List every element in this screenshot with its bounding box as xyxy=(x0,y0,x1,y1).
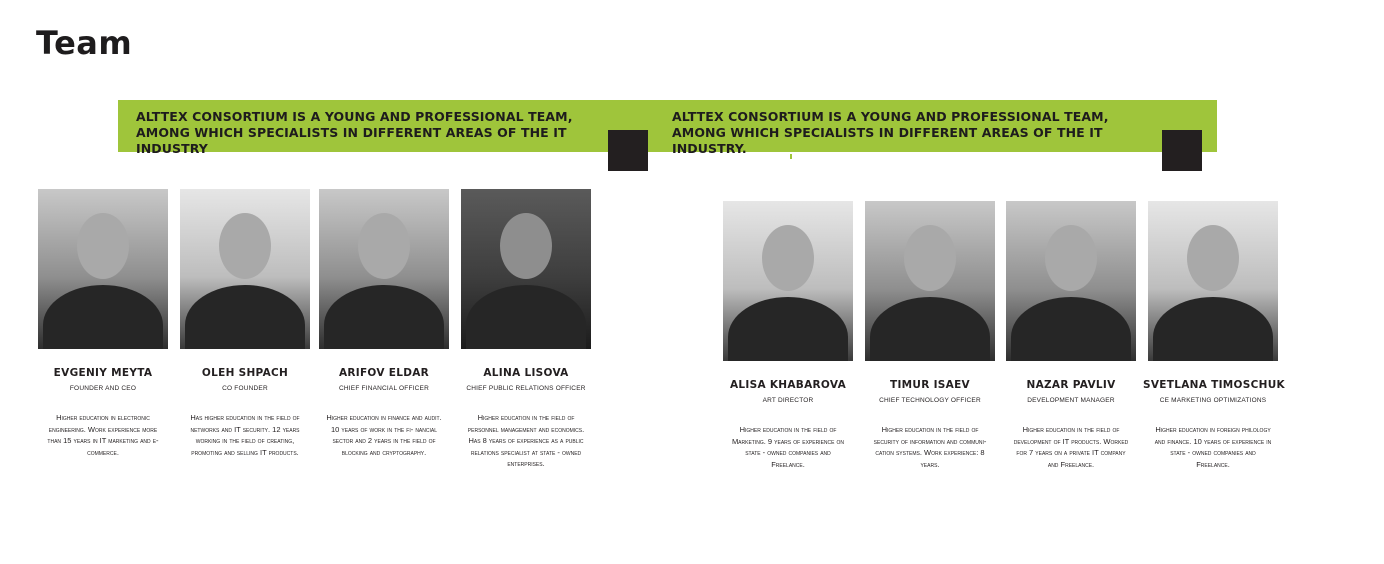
member-bio: Has higher education in the field of networks and IT security. 12 years working in the field of creating, promoting and selling IT products. xyxy=(190,413,300,457)
member-role: DEVELOPMENT MANAGER xyxy=(1027,397,1115,404)
team-member-alina-lisova xyxy=(456,189,596,470)
member-role: CE MARKETING OPTIMIZATIONS xyxy=(1159,397,1267,404)
member-photo xyxy=(1148,201,1278,361)
member-name: SVETLANA TIMOSCHUK xyxy=(1143,379,1285,391)
member-role: CO FOUNDER xyxy=(222,385,268,392)
member-role: ART DIRECTOR xyxy=(762,397,814,404)
member-bio: Higher education in the field of security of information and communi- cation systems. Work experience: 8 years. xyxy=(873,425,987,469)
member-role: CHIEF FINANCIAL OFFICER xyxy=(339,385,429,392)
team-member-svetlana-timoschuk xyxy=(1143,201,1283,470)
member-bio: Higher education in foreign philology and finance. 10 years of experience in state - owned companies and Freelance. xyxy=(1154,425,1272,469)
member-photo xyxy=(1006,201,1136,361)
member-photo xyxy=(461,189,591,349)
banner-tick xyxy=(790,154,792,159)
member-name: ALISA KHABAROVA xyxy=(729,379,847,391)
member-name: OLEH SHPACH xyxy=(201,367,289,379)
member-role: CHIEF PUBLIC RELATIONS OFFICER xyxy=(466,385,586,392)
member-name: TIMUR ISAEV xyxy=(890,379,970,391)
banner-square-right xyxy=(1162,130,1202,171)
team-member-arifov-eldar xyxy=(314,189,454,458)
team-member-oleh-shpach xyxy=(175,189,315,458)
member-bio: Higher education in the field of Marketing. 9 years of experience on state - owned companies and Freelance. xyxy=(731,425,845,469)
member-bio: Higher education in electronic engineering. Work experience more than 15 years in IT marketing and e-commerce. xyxy=(47,413,159,457)
banner-text-right: ALTTEX CONSORTIUM IS A YOUNG AND PROFESSIONAL TEAM, AMONG WHICH SPECIALISTS IN DIFFERENT AREAS OF THE IT INDUSTRY. xyxy=(672,109,1109,156)
team-member-evgeniy-meyta xyxy=(33,189,173,458)
member-photo xyxy=(319,189,449,349)
member-name: ALINA LISOVA xyxy=(483,367,569,379)
member-bio: Higher education in finance and audit. 10 years of work in the fi- nancial sector and 2 years in the field of blocking and cryptography. xyxy=(326,413,442,457)
banner-text-left: ALTTEX CONSORTIUM IS A YOUNG AND PROFESSIONAL TEAM, AMONG WHICH SPECIALISTS IN DIFFERENT AREAS OF THE IT INDUSTRY xyxy=(136,109,573,156)
team-member-alisa-khabarova xyxy=(718,201,858,470)
page-title: Team xyxy=(36,24,133,62)
team-banner xyxy=(118,100,1217,156)
member-bio: Higher education in the field of personnel management and economics. Has 8 years of experience as a public relations specialist at state - owned enterprises. xyxy=(467,413,585,469)
banner-square-left xyxy=(608,130,648,171)
member-name: EVGENIY MEYTA xyxy=(53,367,153,379)
member-name: ARIFOV ELDAR xyxy=(338,367,430,379)
member-role: CHIEF TECHNOLOGY OFFICER xyxy=(879,397,981,404)
member-role: FOUNDER AND CEO xyxy=(69,385,137,392)
team-member-nazar-pavliv xyxy=(1001,201,1141,470)
member-photo xyxy=(180,189,310,349)
member-photo xyxy=(38,189,168,349)
member-photo xyxy=(723,201,853,361)
member-name: NAZAR PAVLIV xyxy=(1026,379,1116,391)
team-member-timur-isaev xyxy=(860,201,1000,470)
member-photo xyxy=(865,201,995,361)
member-bio: Higher education in the field of development of IT products. Worked for 7 years on a private IT company and Freelance. xyxy=(1013,425,1129,469)
